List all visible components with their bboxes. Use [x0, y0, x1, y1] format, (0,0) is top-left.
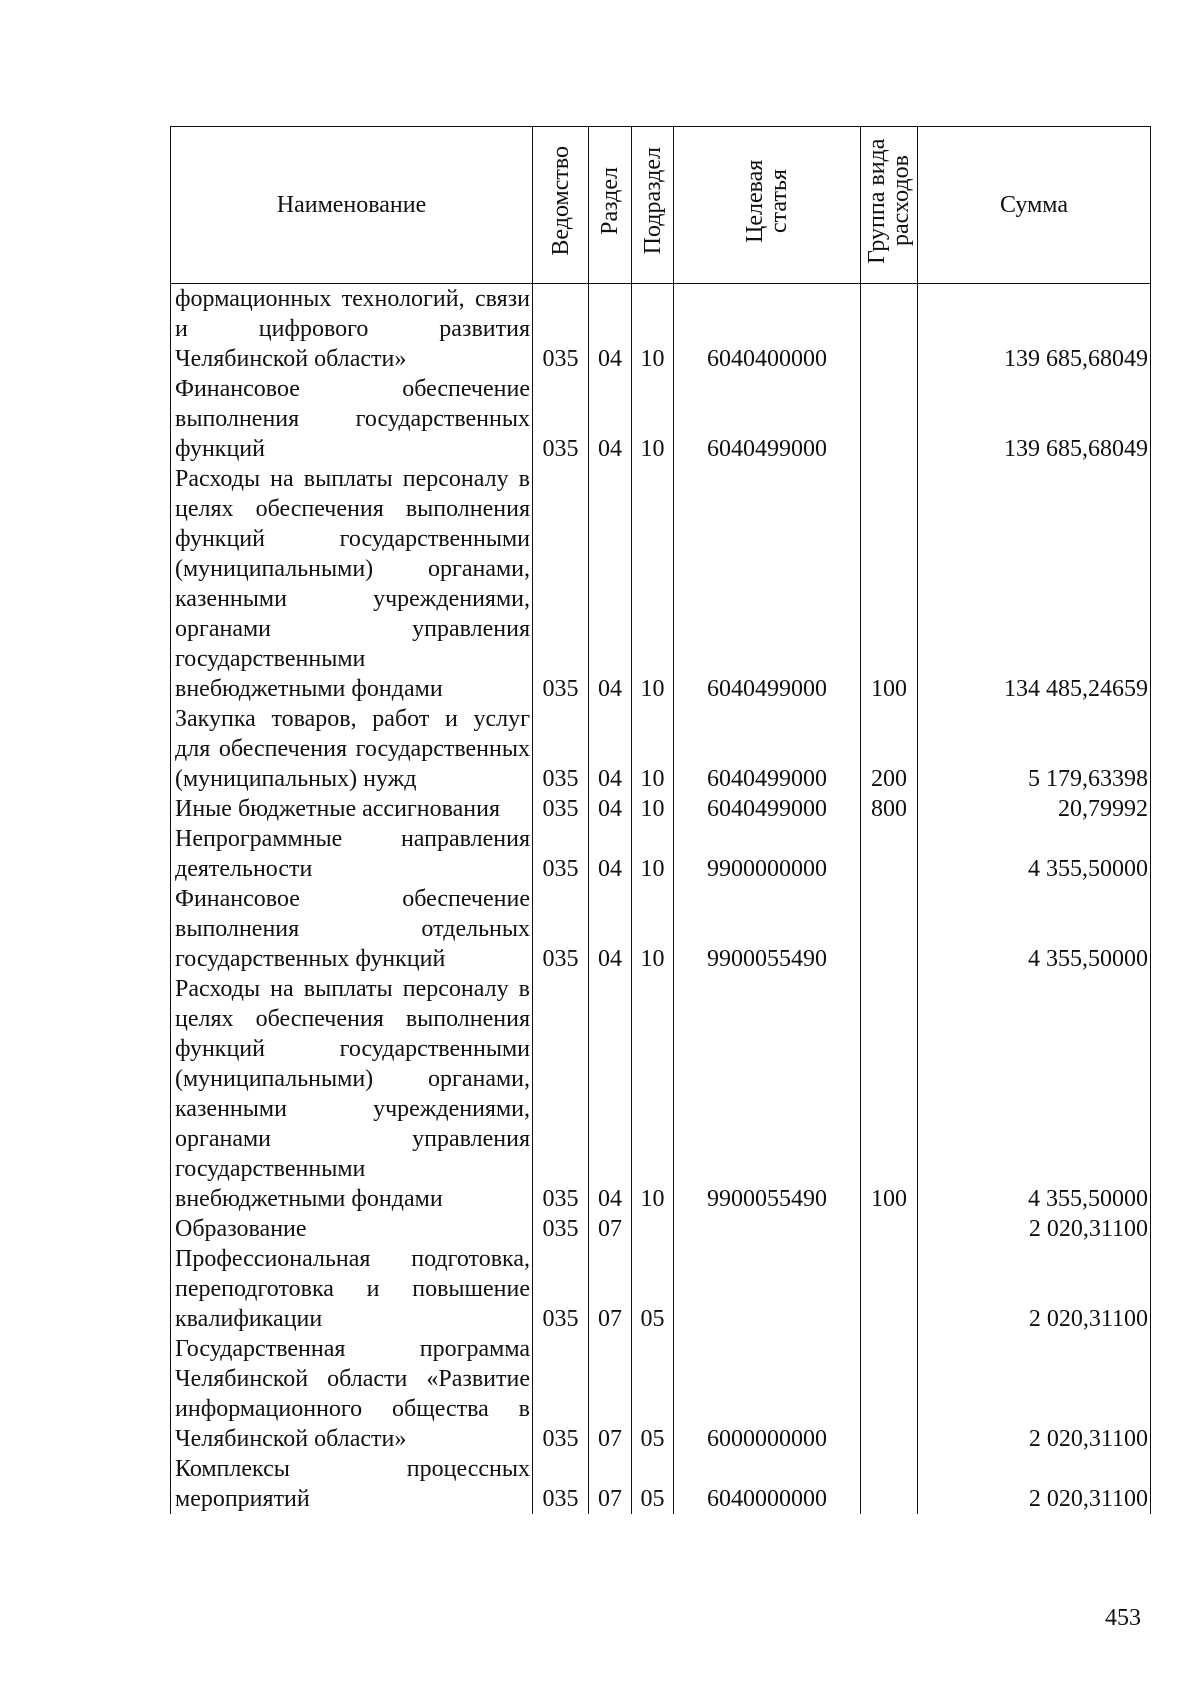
- row-gruppa: [861, 374, 918, 464]
- table-row: [171, 704, 1151, 794]
- row-gruppa: 100: [861, 974, 918, 1214]
- row-razdel: 04: [589, 374, 632, 464]
- row-vedomstvo: 035: [533, 374, 589, 464]
- row-name: Расходы на выплаты персоналу в целях обеспечения выполнения функций государственными (муниципальными) органами, казенными учреждениями, органами управления государственными внебюджетными фондами: [171, 974, 533, 1214]
- header-gruppa: Группа вида расходов: [861, 127, 918, 284]
- row-razdel: 04: [589, 884, 632, 974]
- header-podrazdel: Подраздел: [632, 127, 674, 284]
- row-podrazdel: 05: [632, 1334, 674, 1454]
- row-podrazdel: 10: [632, 974, 674, 1214]
- row-summa: 2 020,31100: [918, 1244, 1151, 1334]
- row-podrazdel: 10: [632, 284, 674, 375]
- header-name: Наименование: [171, 127, 533, 284]
- row-podrazdel: 10: [632, 374, 674, 464]
- row-summa: 4 355,50000: [918, 884, 1151, 974]
- row-name: Закупка товаров, работ и услуг для обеспечения государственных (муниципальных) нужд: [171, 704, 533, 794]
- row-summa: 2 020,31100: [918, 1334, 1151, 1454]
- row-vedomstvo: 035: [533, 1334, 589, 1454]
- row-summa: 134 485,24659: [918, 464, 1151, 704]
- row-podrazdel: 10: [632, 704, 674, 794]
- header-razdel: Раздел: [589, 127, 632, 284]
- row-celevaya: 6000000000: [674, 1334, 861, 1454]
- row-celevaya: 9900055490: [674, 974, 861, 1214]
- header-summa: Сумма: [918, 127, 1151, 284]
- table-row: [171, 824, 1151, 884]
- row-razdel: 04: [589, 284, 632, 375]
- row-razdel: 04: [589, 794, 632, 824]
- row-celevaya: 6040499000: [674, 464, 861, 704]
- table-header-row: [171, 127, 1151, 284]
- row-podrazdel: 10: [632, 464, 674, 704]
- row-razdel: 07: [589, 1334, 632, 1454]
- row-name: Непрограммные направления деятельности: [171, 824, 533, 884]
- page-number: 453: [1105, 1605, 1141, 1631]
- row-razdel: 07: [589, 1244, 632, 1334]
- row-summa: 139 685,68049: [918, 284, 1151, 375]
- row-gruppa: [861, 824, 918, 884]
- row-celevaya: 6040000000: [674, 1454, 861, 1514]
- table-row: [171, 974, 1151, 1214]
- table-row: [171, 1454, 1151, 1514]
- row-summa: 20,79992: [918, 794, 1151, 824]
- table-row: [171, 1244, 1151, 1334]
- row-vedomstvo: 035: [533, 464, 589, 704]
- row-gruppa: 200: [861, 704, 918, 794]
- row-celevaya: [674, 1214, 861, 1244]
- row-podrazdel: 10: [632, 794, 674, 824]
- row-name: Комплексы процессных мероприятий: [171, 1454, 533, 1514]
- row-summa: 4 355,50000: [918, 824, 1151, 884]
- row-name: Финансовое обеспечение выполнения государственных функций: [171, 374, 533, 464]
- row-razdel: 04: [589, 824, 632, 884]
- table-row: [171, 1334, 1151, 1454]
- row-vedomstvo: 035: [533, 1454, 589, 1514]
- row-gruppa: 100: [861, 464, 918, 704]
- row-vedomstvo: 035: [533, 884, 589, 974]
- row-vedomstvo: 035: [533, 824, 589, 884]
- row-vedomstvo: 035: [533, 1244, 589, 1334]
- row-summa: 2 020,31100: [918, 1454, 1151, 1514]
- row-celevaya: 9900055490: [674, 884, 861, 974]
- header-vedomstvo: Ведомство: [533, 127, 589, 284]
- row-celevaya: 6040499000: [674, 374, 861, 464]
- table-row: [171, 794, 1151, 824]
- table-row: [171, 884, 1151, 974]
- table-row: [171, 464, 1151, 704]
- row-name: Образование: [171, 1214, 533, 1244]
- row-gruppa: [861, 884, 918, 974]
- row-name: Государственная программа Челябинской области «Развитие информационного общества в Челябинской области»: [171, 1334, 533, 1454]
- row-celevaya: 6040499000: [674, 704, 861, 794]
- row-vedomstvo: 035: [533, 704, 589, 794]
- row-vedomstvo: 035: [533, 1214, 589, 1244]
- row-gruppa: 800: [861, 794, 918, 824]
- row-razdel: 07: [589, 1214, 632, 1244]
- table-row: [171, 1214, 1151, 1244]
- row-summa: 2 020,31100: [918, 1214, 1151, 1244]
- row-razdel: 04: [589, 464, 632, 704]
- row-razdel: 07: [589, 1454, 632, 1514]
- row-podrazdel: 05: [632, 1454, 674, 1514]
- row-name: Иные бюджетные ассигнования: [171, 794, 533, 824]
- row-podrazdel: 05: [632, 1244, 674, 1334]
- table-row: [171, 374, 1151, 464]
- row-celevaya: [674, 1244, 861, 1334]
- row-celevaya: 9900000000: [674, 824, 861, 884]
- row-gruppa: [861, 1214, 918, 1244]
- row-vedomstvo: 035: [533, 284, 589, 375]
- row-podrazdel: 10: [632, 884, 674, 974]
- row-name: формационных технологий, связи и цифрового развития Челябинской области»: [171, 284, 533, 375]
- row-razdel: 04: [589, 704, 632, 794]
- row-gruppa: [861, 1244, 918, 1334]
- row-celevaya: 6040400000: [674, 284, 861, 375]
- row-podrazdel: 10: [632, 824, 674, 884]
- row-razdel: 04: [589, 974, 632, 1214]
- row-podrazdel: [632, 1214, 674, 1244]
- table-row: [171, 284, 1151, 375]
- row-gruppa: [861, 1454, 918, 1514]
- row-vedomstvo: 035: [533, 794, 589, 824]
- row-summa: 139 685,68049: [918, 374, 1151, 464]
- budget-table: [170, 126, 1151, 1514]
- row-gruppa: [861, 1334, 918, 1454]
- row-name: Профессиональная подготовка, переподготовка и повышение квалификации: [171, 1244, 533, 1334]
- row-summa: 5 179,63398: [918, 704, 1151, 794]
- row-name: Расходы на выплаты персоналу в целях обеспечения выполнения функций государственными (муниципальными) органами, казенными учреждениями, органами управления государственными внебюджетными фондами: [171, 464, 533, 704]
- header-celevaya: Целевая статья: [674, 127, 861, 284]
- row-celevaya: 6040499000: [674, 794, 861, 824]
- row-vedomstvo: 035: [533, 974, 589, 1214]
- row-gruppa: [861, 284, 918, 375]
- row-summa: 4 355,50000: [918, 974, 1151, 1214]
- row-name: Финансовое обеспечение выполнения отдельных государственных функций: [171, 884, 533, 974]
